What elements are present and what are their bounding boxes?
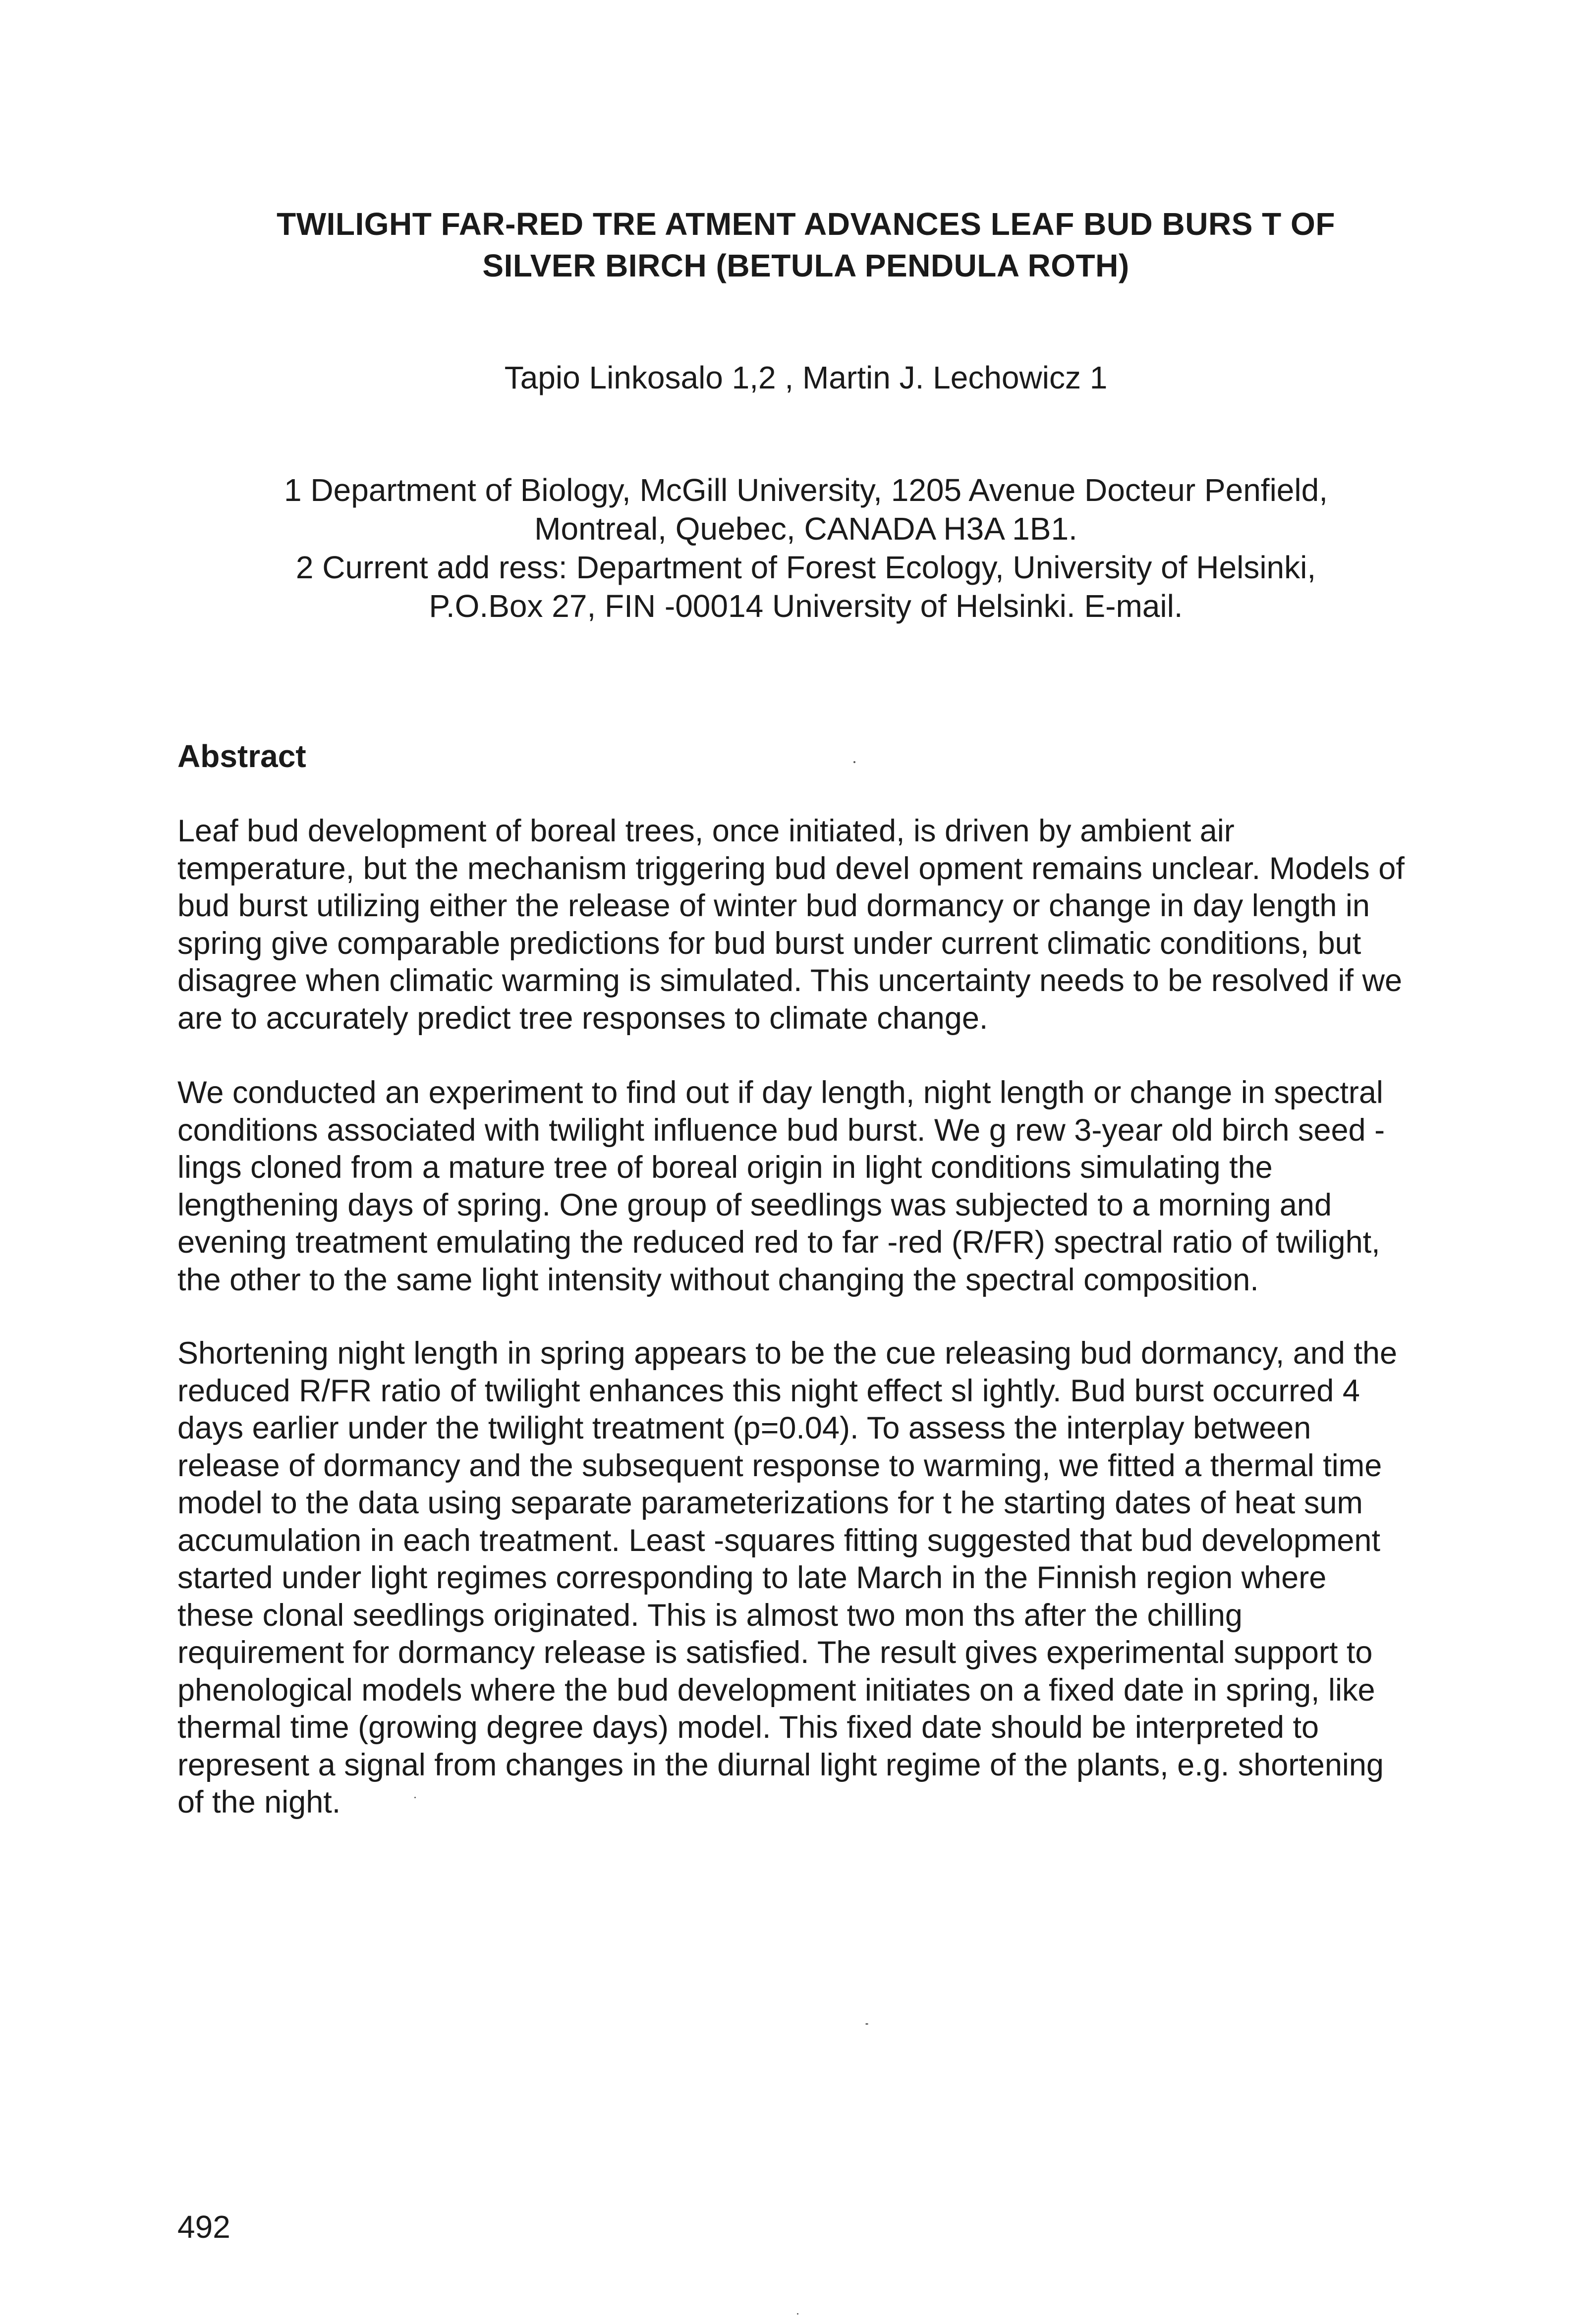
scan-speck [797,2313,798,2315]
text-line: Leaf bud development of boreal trees, once initiated, is driven by ambient air [177,814,1235,848]
affiliation-line: P.O.Box 27, FIN -00014 University of Helsinki. E-mail. [429,588,1183,624]
scan-speck [853,761,855,763]
text-line: disagree when climatic warming is simulated. This uncertainty needs to be resolved if we [177,963,1402,998]
scan-speck [414,1797,416,1798]
abstract-paragraph-3 [177,1335,1446,1822]
text-line: We conducted an experiment to find out if day length, night length or change in spectral [177,1075,1383,1110]
abstract-paragraph-2 [177,1074,1446,1299]
text-line: phenological models where the bud development initiates on a fixed date in spring, like [177,1672,1375,1708]
affiliation-line: Montreal, Quebec, CANADA H3A 1B1. [534,511,1077,547]
text-line: represent a signal from changes in the diurnal light regime of the plants, e.g. shortening [177,1747,1384,1782]
affiliation-line: 2 Current add ress: Department of Forest Ecology, University of Helsinki, [295,550,1316,585]
text-line: of the night. [177,1785,341,1820]
text-line: Shortening night length in spring appears to be the cue releasing bud dormancy, and the [177,1336,1397,1371]
scan-speck [865,2023,868,2025]
text-line: release of dormancy and the subsequent response to warming, we fitted a thermal time [177,1448,1382,1483]
text-line: evening treatment emulating the reduced red to far -red (R/FR) spectral ratio of twilight, [177,1225,1380,1260]
text-line: spring give comparable predictions for bud burst under current climatic conditions, but [177,926,1361,961]
text-line: requirement for dormancy release is satisfied. The result gives experimental support to [177,1635,1373,1670]
text-line: lengthening days of spring. One group of seedlings was subjected to a morning and [177,1187,1332,1222]
text-line: bud burst utilizing either the release of winter bud dormancy or change in day length in [177,888,1370,923]
abstract-heading: Abstract [177,738,306,774]
affiliation-line: 1 Department of Biology, McGill University, 1205 Avenue Docteur Penfield, [284,472,1328,508]
text-line: started under light regimes corresponding to late March in the Finnish region where [177,1560,1327,1595]
title-line: SILVER BIRCH (BETULA PENDULA ROTH) [482,248,1130,283]
author-list: Tapio Linkosalo 1,2 , Martin J. Lechowicz 1 [504,360,1108,395]
text-line: temperature, but the mechanism triggering bud devel opment remains unclear. Models of [177,851,1405,886]
text-line: reduced R/FR ratio of twilight enhances this night effect sl ightly. Bud burst occurred 4 [177,1373,1360,1408]
abstract-paragraph-1 [177,813,1446,1037]
text-line: accumulation in each treatment. Least -squares fitting suggested that bud development [177,1523,1380,1558]
text-line: lings cloned from a mature tree of boreal origin in light conditions simulating the [177,1150,1273,1185]
text-line: the other to the same light intensity without changing the spectral composition. [177,1262,1259,1297]
affiliations [176,471,1435,625]
text-line: conditions associated with twilight influence bud burst. We g rew 3-year old birch seed - [177,1112,1385,1148]
text-line: thermal time (growing degree days) model. This fixed date should be interpreted to [177,1710,1319,1745]
text-line: days earlier under the twilight treatment (p=0.04). To assess the interplay between [177,1411,1311,1445]
text-line: model to the data using separate parameterizations for t he starting dates of heat sum [177,1486,1363,1520]
title-line: TWILIGHT FAR-RED TRE ATMENT ADVANCES LEAF BUD BURS T OF [277,206,1335,242]
page-number: 492 [177,2209,230,2245]
text-line: are to accurately predict tree responses to climate change. [177,1000,988,1036]
text-line: these clonal seedlings originated. This is almost two mon ths after the chilling [177,1598,1243,1633]
paper-title [176,203,1435,286]
